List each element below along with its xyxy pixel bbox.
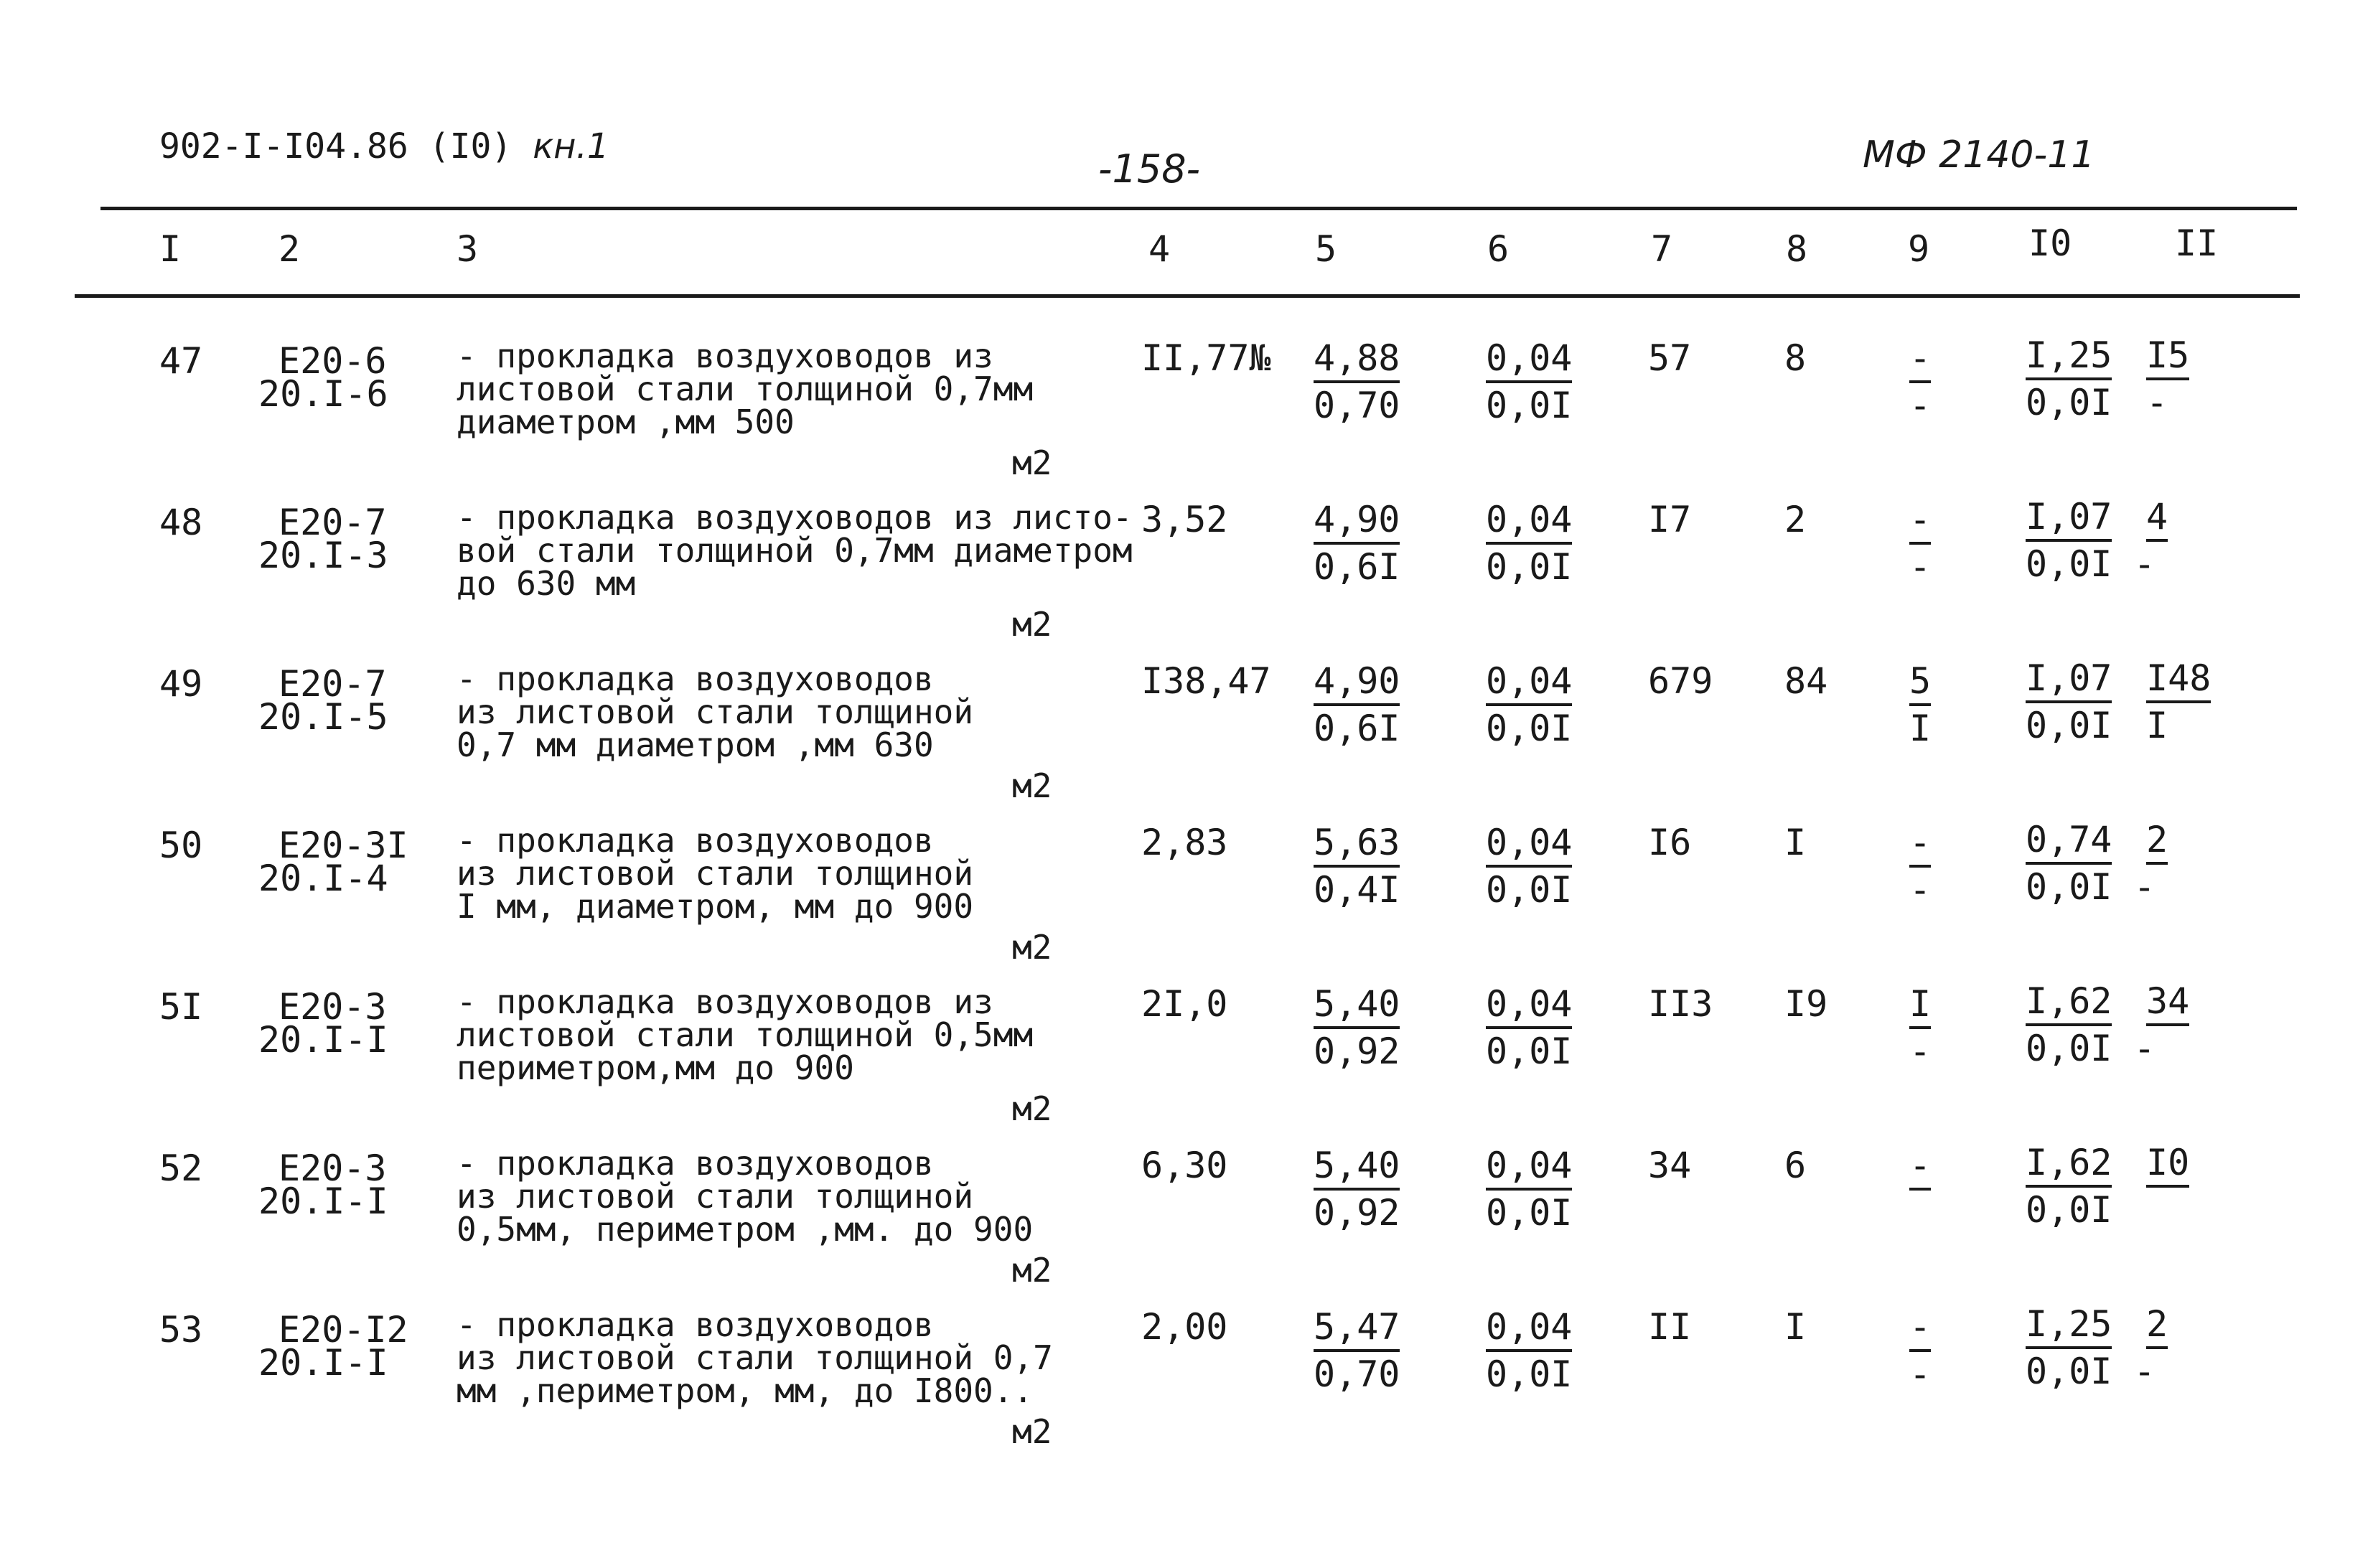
work-description-line: вой стали толщиной 0,7мм диаметром bbox=[457, 531, 1133, 570]
total-wages: I9 bbox=[1784, 983, 1828, 1025]
unit-cost-machines: 0,04 bbox=[1486, 1306, 1572, 1352]
total-cost: I7 bbox=[1648, 499, 1692, 540]
work-description-line: 0,7 мм диаметром ,мм 630 bbox=[457, 726, 934, 764]
quantity: 6,30 bbox=[1141, 1145, 1228, 1186]
document-code-text: 902-I-I04.86 (I0) bbox=[159, 126, 512, 166]
labor-total: I48 bbox=[2146, 657, 2211, 703]
labor-per-unit: I,62 bbox=[2026, 980, 2112, 1026]
total-machines: - bbox=[1909, 1306, 1931, 1352]
unit-cost-total: 4,88 bbox=[1314, 337, 1400, 383]
quantity: 2I,0 bbox=[1141, 983, 1228, 1025]
total-cost: II3 bbox=[1648, 983, 1713, 1025]
machinist-labor-per-unit: 0,0I bbox=[2026, 382, 2112, 423]
machinist-labor-per-unit: 0,0I - bbox=[2026, 1028, 2156, 1069]
unit-of-measure: м2 bbox=[1012, 928, 1052, 967]
unit-cost-total: 5,40 bbox=[1314, 983, 1400, 1029]
quantity: 2,83 bbox=[1141, 822, 1228, 863]
column-header: 3 bbox=[457, 228, 479, 270]
unit-cost-total: 4,90 bbox=[1314, 660, 1400, 706]
unit-cost-machines: 0,04 bbox=[1486, 1145, 1572, 1191]
total-wages: 84 bbox=[1784, 660, 1828, 702]
work-description-line: - прокладка воздуховодов bbox=[457, 821, 934, 860]
work-description-line: из листовой стали толщиной bbox=[457, 693, 974, 731]
norm-code: E20-3 bbox=[279, 986, 387, 1028]
price-code: 20.I-I bbox=[258, 1180, 388, 1222]
unit-of-measure: м2 bbox=[1012, 1089, 1052, 1128]
total-wages: I bbox=[1784, 1306, 1807, 1348]
work-description-line: периметром,мм до 900 bbox=[457, 1048, 854, 1087]
unit-cost-machines: 0,04 bbox=[1486, 337, 1572, 383]
total-machines: 5 bbox=[1909, 660, 1931, 706]
quantity: 2,00 bbox=[1141, 1306, 1228, 1348]
total-cost: 34 bbox=[1648, 1145, 1692, 1186]
total-machine-wages: I bbox=[1909, 708, 1932, 749]
total-machine-wages: - bbox=[1909, 1031, 1932, 1072]
unit-cost-machines: 0,04 bbox=[1486, 660, 1572, 706]
unit-cost-wages: 0,70 bbox=[1314, 385, 1400, 426]
unit-cost-total: 4,90 bbox=[1314, 499, 1400, 545]
unit-cost-total: 5,63 bbox=[1314, 822, 1400, 868]
machinist-labor-per-unit: 0,0I - bbox=[2026, 866, 2156, 908]
unit-of-measure: м2 bbox=[1012, 766, 1052, 805]
labor-per-unit: I,62 bbox=[2026, 1142, 2112, 1188]
machinist-labor-per-unit: 0,0I bbox=[2026, 1189, 2112, 1231]
total-machine-wages: - bbox=[1909, 385, 1932, 426]
labor-per-unit: I,07 bbox=[2026, 657, 2112, 703]
work-description-line: мм ,периметром, мм, до I800.. bbox=[457, 1371, 1034, 1410]
price-code: 20.I-I bbox=[258, 1342, 388, 1384]
work-description-line: - прокладка воздуховодов bbox=[457, 1305, 934, 1344]
unit-of-measure: м2 bbox=[1012, 605, 1052, 644]
machinist-labor-per-unit: 0,0I - bbox=[2026, 1351, 2156, 1392]
labor-total: I0 bbox=[2146, 1142, 2189, 1188]
labor-total: I5 bbox=[2146, 334, 2189, 380]
unit-cost-machine-wages: 0,0I bbox=[1486, 708, 1573, 749]
labor-per-unit: 0,74 bbox=[2026, 819, 2112, 865]
work-description-line: 0,5мм, периметром ,мм. до 900 bbox=[457, 1210, 1034, 1249]
work-description-line: - прокладка воздуховодов из bbox=[457, 337, 993, 375]
unit-cost-machine-wages: 0,0I bbox=[1486, 869, 1573, 911]
unit-cost-machine-wages: 0,0I bbox=[1486, 546, 1573, 588]
price-code: 20.I-4 bbox=[258, 858, 388, 899]
machinist-labor-total: I bbox=[2146, 705, 2168, 746]
reference-code: МФ 2140-11 bbox=[1863, 133, 2095, 177]
unit-cost-wages: 0,6I bbox=[1314, 546, 1400, 588]
total-wages: 6 bbox=[1784, 1145, 1807, 1186]
price-code: 20.I-6 bbox=[258, 373, 388, 415]
unit-cost-wages: 0,6I bbox=[1314, 708, 1400, 749]
row-number: 52 bbox=[159, 1147, 203, 1189]
unit-cost-machine-wages: 0,0I bbox=[1486, 385, 1573, 426]
column-header: 6 bbox=[1487, 228, 1510, 270]
column-header: 7 bbox=[1651, 228, 1673, 270]
norm-code: E20-3 bbox=[279, 1147, 387, 1189]
unit-cost-machines: 0,04 bbox=[1486, 499, 1572, 545]
total-wages: 8 bbox=[1784, 337, 1807, 379]
labor-per-unit: I,25 bbox=[2026, 1303, 2112, 1349]
unit-cost-total: 5,40 bbox=[1314, 1145, 1400, 1191]
unit-cost-machine-wages: 0,0I bbox=[1486, 1353, 1573, 1395]
total-machines: - bbox=[1909, 1145, 1931, 1191]
work-description-line: листовой стали толщиной 0,5мм bbox=[457, 1015, 1034, 1054]
total-machines: - bbox=[1909, 822, 1931, 868]
total-machine-wages: - bbox=[1909, 546, 1932, 588]
total-cost: 679 bbox=[1648, 660, 1713, 702]
price-code: 20.I-5 bbox=[258, 696, 388, 738]
unit-of-measure: м2 bbox=[1012, 1251, 1052, 1290]
column-header: II bbox=[2175, 222, 2219, 264]
price-code: 20.I-3 bbox=[258, 535, 388, 576]
document-code bbox=[159, 126, 609, 166]
labor-total: 34 bbox=[2146, 980, 2189, 1026]
labor-total: 2 bbox=[2146, 819, 2168, 865]
page-number: -158- bbox=[1098, 146, 1201, 192]
machinist-labor-per-unit: 0,0I bbox=[2026, 705, 2112, 746]
machinist-labor-per-unit: 0,0I - bbox=[2026, 543, 2156, 585]
column-header: I bbox=[159, 228, 182, 270]
header-top-rule bbox=[100, 207, 2297, 210]
total-cost: I6 bbox=[1648, 822, 1692, 863]
column-header: I0 bbox=[2028, 222, 2072, 264]
header-bottom-rule bbox=[75, 294, 2300, 298]
total-machine-wages: - bbox=[1909, 1353, 1932, 1395]
unit-cost-wages: 0,92 bbox=[1314, 1192, 1400, 1234]
work-description-line: I мм, диаметром, мм до 900 bbox=[457, 887, 974, 926]
norm-code: E20-3I bbox=[279, 825, 408, 866]
norm-code: E20-7 bbox=[279, 502, 387, 543]
labor-per-unit: I,07 bbox=[2026, 496, 2112, 542]
unit-of-measure: м2 bbox=[1012, 1412, 1052, 1451]
unit-cost-machine-wages: 0,0I bbox=[1486, 1192, 1573, 1234]
total-machines: I bbox=[1909, 983, 1931, 1029]
work-description-line: - прокладка воздуховодов из листо- bbox=[457, 498, 1133, 537]
total-cost: 57 bbox=[1648, 337, 1692, 379]
quantity: 3,52 bbox=[1141, 499, 1228, 540]
work-description-line: листовой стали толщиной 0,7мм bbox=[457, 370, 1034, 408]
row-number: 53 bbox=[159, 1309, 203, 1351]
column-header: 9 bbox=[1908, 228, 1930, 270]
total-cost: II bbox=[1648, 1306, 1692, 1348]
machinist-labor-total: - bbox=[2146, 382, 2168, 423]
labor-per-unit: I,25 bbox=[2026, 334, 2112, 380]
unit-of-measure: м2 bbox=[1012, 443, 1052, 482]
labor-total: 2 bbox=[2146, 1303, 2168, 1349]
work-description-line: из листовой стали толщиной bbox=[457, 1177, 974, 1216]
work-description-line: - прокладка воздуховодов bbox=[457, 1144, 934, 1183]
column-header: 5 bbox=[1315, 228, 1337, 270]
work-description-line: - прокладка воздуховодов bbox=[457, 659, 934, 698]
total-wages: I bbox=[1784, 822, 1807, 863]
unit-cost-wages: 0,4I bbox=[1314, 869, 1400, 911]
total-machine-wages: - bbox=[1909, 869, 1932, 911]
unit-cost-wages: 0,70 bbox=[1314, 1353, 1400, 1395]
unit-cost-total: 5,47 bbox=[1314, 1306, 1400, 1352]
total-machines: - bbox=[1909, 499, 1931, 545]
total-machines: - bbox=[1909, 337, 1931, 383]
row-number: 48 bbox=[159, 502, 203, 543]
work-description-line: из листовой стали толщиной bbox=[457, 854, 974, 893]
work-description-line: - прокладка воздуховодов из bbox=[457, 982, 993, 1021]
work-description-line: диаметром ,мм 500 bbox=[457, 403, 795, 441]
row-number: 5I bbox=[159, 986, 203, 1028]
row-number: 47 bbox=[159, 340, 203, 382]
unit-cost-machines: 0,04 bbox=[1486, 822, 1572, 868]
norm-code: E20-6 bbox=[279, 340, 387, 382]
work-description-line: из листовой стали толщиной 0,7 bbox=[457, 1338, 1053, 1377]
row-number: 49 bbox=[159, 663, 203, 705]
labor-total: 4 bbox=[2146, 496, 2168, 542]
norm-code: E20-7 bbox=[279, 663, 387, 705]
quantity: I38,47 bbox=[1141, 660, 1271, 702]
norm-code: E20-I2 bbox=[279, 1309, 408, 1351]
column-header: 2 bbox=[279, 228, 301, 270]
unit-cost-machines: 0,04 bbox=[1486, 983, 1572, 1029]
column-header: 4 bbox=[1148, 228, 1171, 270]
total-wages: 2 bbox=[1784, 499, 1807, 540]
price-code: 20.I-I bbox=[258, 1019, 388, 1061]
work-description-line: до 630 мм bbox=[457, 564, 636, 603]
column-header: 8 bbox=[1786, 228, 1808, 270]
quantity: II,77№ bbox=[1141, 337, 1271, 379]
unit-cost-machine-wages: 0,0I bbox=[1486, 1031, 1573, 1072]
document-book-note: кн.1 bbox=[533, 126, 609, 166]
unit-cost-wages: 0,92 bbox=[1314, 1031, 1400, 1072]
row-number: 50 bbox=[159, 825, 203, 866]
